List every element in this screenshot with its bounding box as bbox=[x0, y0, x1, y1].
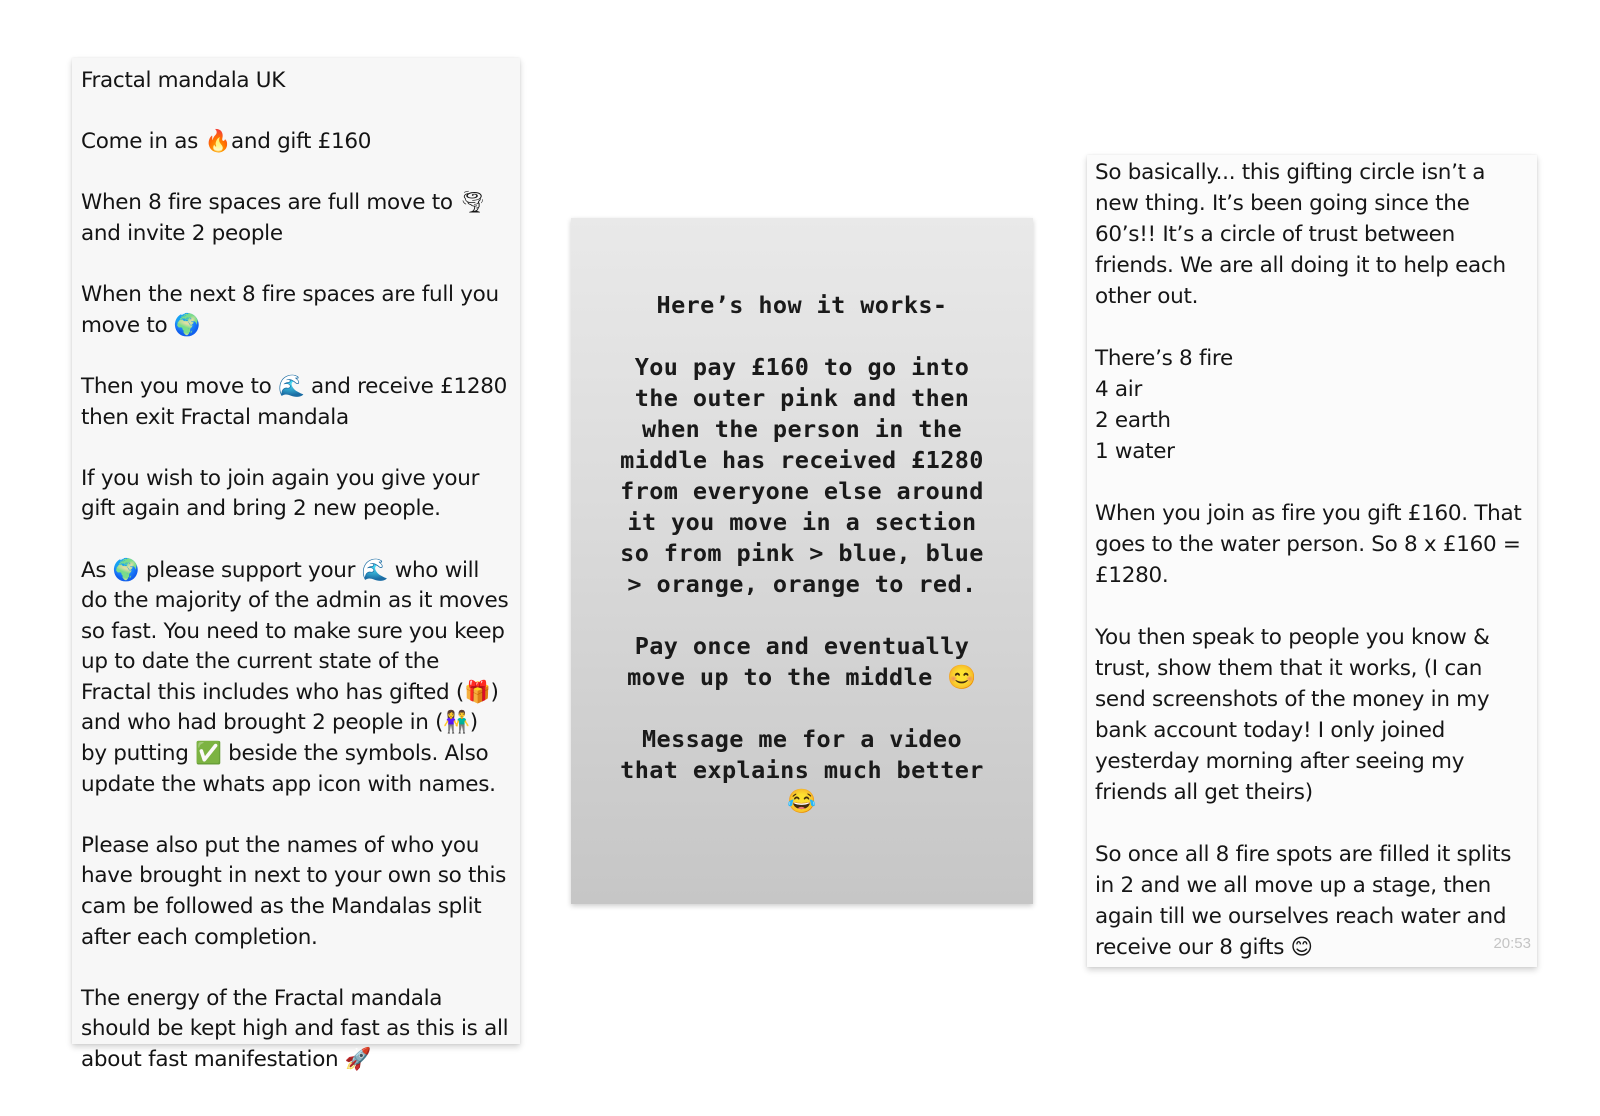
story-card bbox=[571, 218, 1033, 904]
right-message-paragraph: There’s 8 fire 4 air 2 earth 1 water bbox=[1095, 346, 1233, 464]
left-message-paragraph: If you wish to join again you give your gift again and bring 2 new people. bbox=[81, 465, 480, 522]
left-message-paragraph: When 8 fire spaces are full move to 🌪 and invite 2 people bbox=[81, 190, 487, 246]
right-message-paragraph: When you join as fire you gift £160. That goes to the water person. So 8 x £160 = £1280. bbox=[1095, 501, 1522, 588]
story-card-paragraph: Message me for a video that explains much better 😂 bbox=[620, 725, 984, 815]
left-message-paragraph: Please also put the names of who you have brought in next to your own so this cam be followed as the Mandalas split after each completion. bbox=[81, 832, 507, 950]
left-message-paragraph: The energy of the Fractal mandala should be kept high and fast as this is all about fast manifestation 🚀 bbox=[81, 985, 509, 1072]
story-card-paragraph: You pay £160 to go into the outer pink and then when the person in the middle has received £1280 from everyone else around it you move in a section so from pink > blue, blue > orange, orange to red. bbox=[620, 353, 984, 598]
left-message-paragraph: Fractal mandala UK bbox=[81, 68, 286, 93]
left-message-paragraph: When the next 8 fire spaces are full you move to 🌍 bbox=[81, 282, 499, 338]
left-message-paragraph: As 🌍 please support your 🌊 who will do the majority of the admin as it moves so fast. You need to make sure you keep up to date the current state of the Fractal this includes who has gifted (🎁) and who had brought 2 people in (👫) by putting ✅ beside the symbols. Also update the whats app icon with names. bbox=[81, 557, 509, 797]
left-message-paragraph: Come in as 🔥and gift £160 bbox=[81, 129, 372, 155]
story-card-paragraph: Pay once and eventually move up to the middle 😊 bbox=[627, 632, 977, 691]
right-message-panel bbox=[1087, 155, 1537, 967]
right-message-paragraph: You then speak to people you know & trust, show them that it works, (I can send screenshots of the money in my bank account today! I only joined yesterday morning after seeing my friends all get theirs) bbox=[1095, 625, 1490, 805]
story-card-paragraph: Here’s how it works- bbox=[656, 291, 948, 319]
right-message-paragraph: So basically... this gifting circle isn’t a new thing. It’s been going since the 60’s!! It’s a circle of trust between friends. We are all doing it to help each other out. bbox=[1095, 160, 1506, 309]
message-timestamp: 20:53 bbox=[1493, 935, 1531, 952]
right-message-paragraph: So once all 8 fire spots are filled it splits in 2 and we all move up a stage, then again till we ourselves reach water and receive our 8 gifts 😊 bbox=[1095, 842, 1512, 960]
left-message-panel bbox=[72, 58, 520, 1072]
left-message-paragraph: Then you move to 🌊 and receive £1280 then exit Fractal mandala bbox=[81, 373, 507, 430]
